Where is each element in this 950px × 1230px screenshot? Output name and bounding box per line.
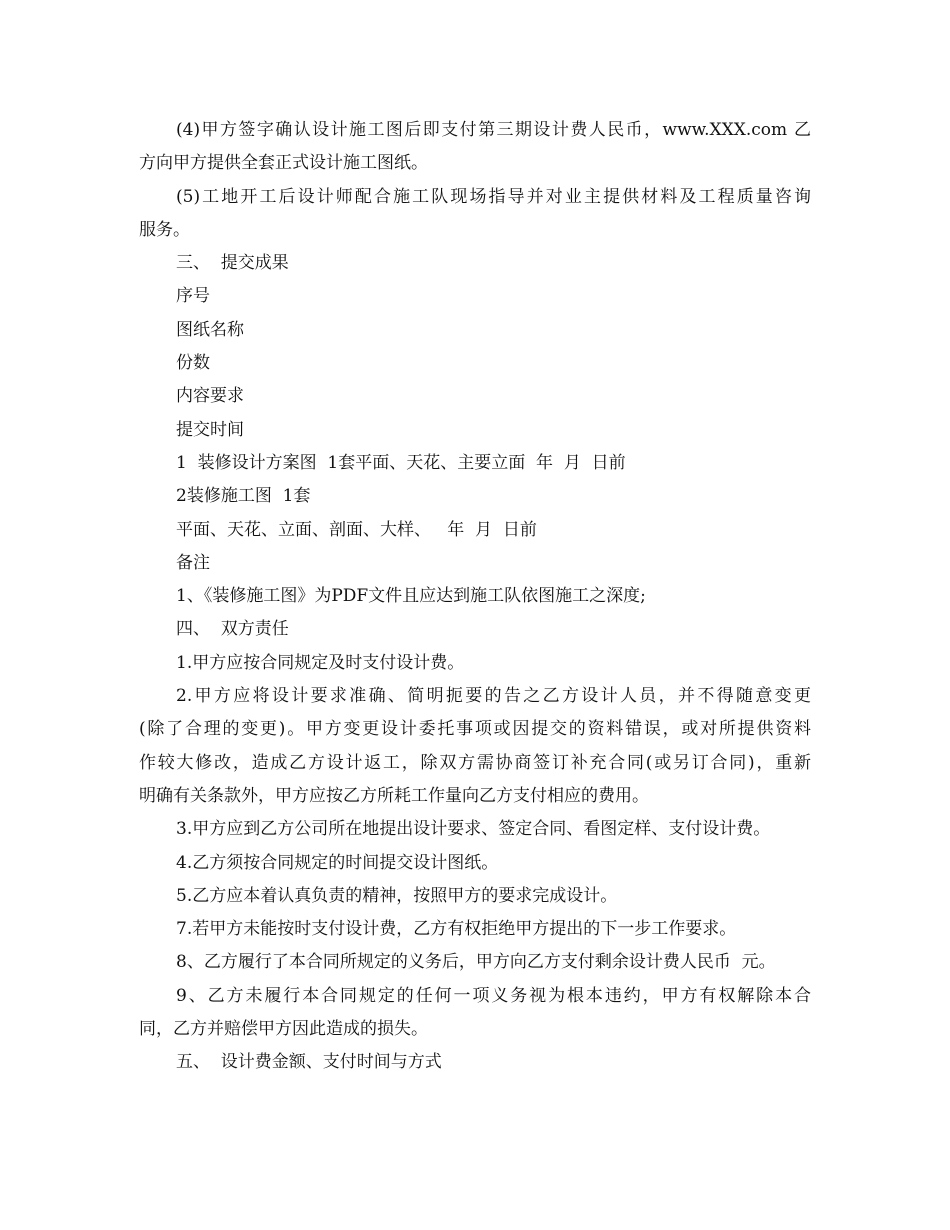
deliverables-header-submit-time: 提交时间: [176, 419, 244, 440]
deliverables-row-2-content: 平面、天花、立面、剖面、大样、 年 月 日前: [176, 519, 537, 540]
deliverables-header-content: 内容要求: [176, 386, 244, 407]
responsibility-3: 3.甲方应到乙方公司所在地提出设计要求、签定合同、看图定样、支付设计费。: [176, 819, 771, 840]
deliverables-remarks-label: 备注: [176, 552, 210, 573]
responsibility-2-line-3: 作较大修改，造成乙方设计返工，除双方需协商签订补充合同(或另订合同)，重新: [139, 752, 811, 773]
responsibility-9-line-2: 同，乙方并赔偿甲方因此造成的损失。: [139, 1019, 428, 1040]
deliverables-header-drawing-name: 图纸名称: [176, 319, 244, 340]
responsibility-9-line-1: 9、乙方未履行本合同规定的任何一项义务视为根本违约，甲方有权解除本合: [176, 985, 811, 1006]
deliverables-row-1: 1 装修设计方案图 1套平面、天花、主要立面 年 月 日前: [176, 452, 626, 473]
payment-clause-4-line-1: (4)甲方签字确认设计施工图后即支付第三期设计费人民币，www.XXX.com 乙: [176, 120, 811, 140]
payment-clause-4-line-2: 方向甲方提供全套正式设计施工图纸。: [139, 153, 428, 174]
responsibility-7: 7.若甲方未能按时支付设计费，乙方有权拒绝甲方提出的下一步工作要求。: [176, 919, 737, 940]
section-heading-responsibilities: 四、 双方责任: [176, 619, 289, 640]
section-heading-deliverables: 三、 提交成果: [176, 253, 289, 274]
responsibility-4: 4.乙方须按合同规定的时间提交设计图纸。: [176, 852, 499, 873]
deliverables-header-copies: 份数: [176, 353, 210, 374]
responsibility-2-line-1: 2.甲方应将设计要求准确、简明扼要的告之乙方设计人员，并不得随意变更: [176, 686, 811, 707]
responsibility-1: 1.甲方应按合同规定及时支付设计费。: [176, 652, 465, 673]
responsibility-5: 5.乙方应本着认真负责的精神，按照甲方的要求完成设计。: [176, 885, 618, 906]
responsibility-2-line-2: (除了合理的变更)。甲方变更设计委托事项或因提交的资料错误，或对所提供资料: [139, 719, 811, 740]
section-heading-fee-payment: 五、 设计费金额、支付时间与方式: [176, 1052, 442, 1073]
payment-clause-5-line-2: 服务。: [139, 219, 190, 240]
payment-clause-5-line-1: (5)工地开工后设计师配合施工队现场指导并对业主提供材料及工程质量咨询: [176, 186, 811, 207]
responsibility-2-line-4: 明确有关条款外，甲方应按乙方所耗工作量向乙方支付相应的费用。: [139, 785, 649, 806]
responsibility-8: 8、乙方履行了本合同所规定的义务后，甲方向乙方支付剩余设计费人民币 元。: [176, 952, 776, 973]
document-body: [139, 114, 811, 1080]
deliverables-remark-1: 1、《装修施工图》为PDF文件且应达到施工队依图施工之深度;: [176, 586, 646, 607]
deliverables-header-serial: 序号: [176, 286, 210, 307]
deliverables-row-2: 2装修施工图 1套: [176, 486, 311, 507]
